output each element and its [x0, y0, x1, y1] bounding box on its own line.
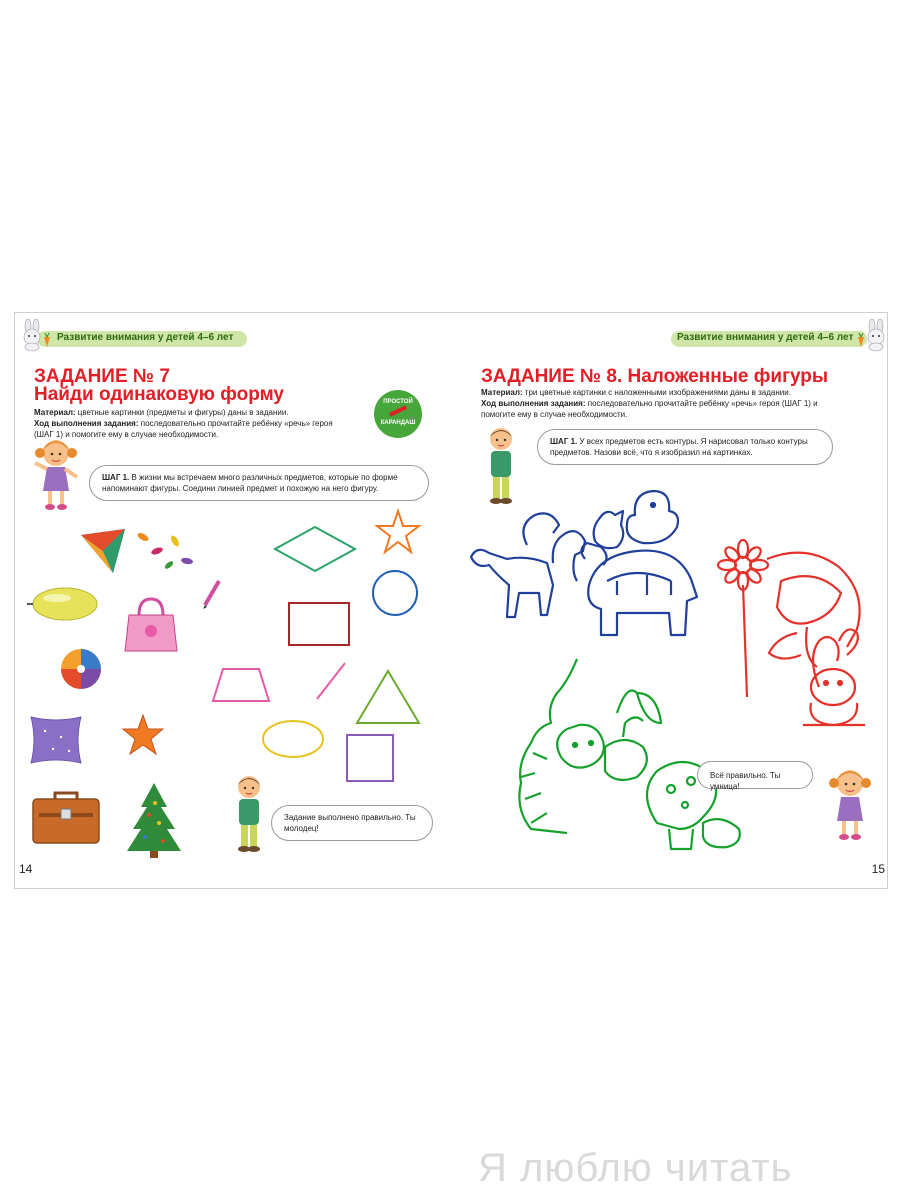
task7-title-line2: Найди одинаковую форму	[34, 384, 284, 405]
process-text: последовательно прочитайте ребёнку «речь» героя (ШАГ 1) и помогите ему в случае необходимости.	[481, 399, 818, 419]
left-page	[15, 313, 451, 888]
trapezoid-shape	[211, 667, 271, 703]
task8-description	[481, 387, 841, 420]
final-bubble-text: Задание выполнено правильно. Ты молодец!	[284, 813, 416, 833]
lemon-icon	[25, 585, 101, 623]
christmas-tree-icon	[125, 779, 183, 859]
blue-overlapping-figures	[467, 485, 711, 649]
task8-title: ЗАДАНИЕ № 8. Наложенные фигуры	[481, 366, 829, 387]
task8-step-bubble	[537, 429, 833, 465]
ball-icon	[59, 647, 103, 691]
right-page	[451, 313, 887, 888]
process-label: Ход выполнения задания:	[481, 399, 586, 408]
material-label: Материал:	[481, 388, 523, 397]
task8-final-bubble	[697, 761, 813, 789]
left-header-text: Развитие внимания у детей 4–6 лет	[57, 332, 234, 343]
page-number-right: 15	[871, 862, 885, 876]
badge-line1: ПРОСТОЙ	[383, 399, 413, 405]
pencil-icon	[201, 579, 223, 609]
circle-shape	[371, 569, 419, 617]
leaves-icon	[135, 527, 197, 573]
starfish-icon	[121, 713, 165, 757]
right-header-text: Развитие внимания у детей 4–6 лет	[677, 332, 854, 343]
girl-character-right	[821, 763, 879, 841]
rectangle-shape	[287, 601, 351, 647]
step-text: В жизни мы встречаем много различных предметов, которые по форме напоминают фигуры. Соедини линией предмет и похожую на него фигуру.	[102, 473, 398, 493]
step-text: У всех предметов есть контуры. Я нарисовал только контуры предметов. Назови всё, что я изобразил на картинках.	[550, 437, 808, 457]
watermark: Я люблю читать	[478, 1146, 793, 1190]
bunny-icon	[863, 319, 888, 351]
material-text: цветные картинки (предметы и фигуры) даны в задании.	[75, 408, 289, 417]
process-label: Ход выполнения задания:	[34, 419, 139, 428]
material-label: Материал:	[34, 408, 76, 417]
star-shape	[375, 509, 421, 555]
handbag-icon	[121, 595, 181, 655]
badge-line2: КАРАНДАШ	[380, 420, 416, 426]
book-spread	[14, 312, 888, 889]
line-segment-shape	[313, 659, 349, 703]
task7-step-bubble	[89, 465, 429, 501]
process-text: последовательно прочитайте ребёнку «речь» героя (ШАГ 1) и помогите ему в случае необходимости.	[34, 419, 333, 439]
suitcase-icon	[31, 789, 101, 847]
oval-shape	[261, 719, 325, 759]
material-text: три цветные картинки с наложенными изображениями даны в задании.	[522, 388, 791, 397]
boy-character-left	[227, 773, 271, 859]
step-label: ШАГ 1.	[550, 437, 578, 446]
task7-final-bubble	[271, 805, 433, 841]
triangle-shape	[355, 669, 421, 725]
page-number-left: 14	[19, 862, 33, 876]
green-overlapping-figures	[507, 653, 747, 853]
carrot-icon	[43, 333, 51, 347]
final-bubble-text: Всё правильно. Ты умница!	[710, 771, 781, 791]
square-shape	[345, 733, 395, 783]
bunny-icon	[19, 319, 45, 351]
step-label: ШАГ 1.	[102, 473, 130, 482]
pillow-icon	[25, 711, 87, 769]
badge-pencil-icon	[389, 405, 407, 416]
kite-icon	[73, 529, 129, 577]
task7-title-line1: ЗАДАНИЕ № 7	[34, 366, 170, 387]
rhombus-shape	[273, 525, 357, 573]
pencil-badge	[374, 390, 422, 438]
girl-character	[27, 433, 85, 511]
